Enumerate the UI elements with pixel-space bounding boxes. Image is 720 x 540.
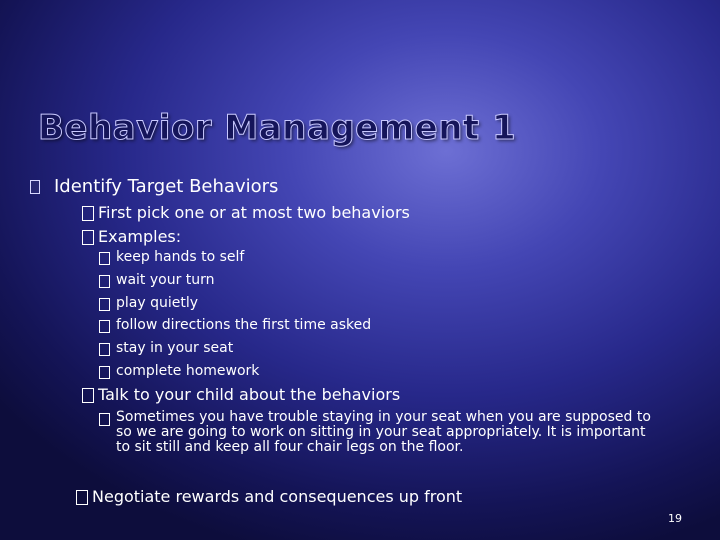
bullet-icon — [99, 343, 110, 356]
bullet-icon — [82, 206, 94, 221]
bullet-example-4 — [99, 317, 371, 333]
bullet-icon — [82, 388, 94, 403]
bullet-example-2 — [99, 272, 215, 288]
bullet-icon — [99, 275, 110, 288]
bullet-example-1 — [99, 249, 244, 265]
bullet-icon — [99, 413, 110, 426]
bullet-icon — [99, 366, 110, 379]
bullet-icon — [82, 230, 94, 245]
bullet-text: keep hands to self — [116, 249, 245, 265]
bullet-text: wait your turn — [116, 272, 215, 288]
page-number: 19 — [668, 512, 682, 525]
bullet-negotiate — [76, 487, 462, 506]
bullet-example-6 — [99, 363, 259, 379]
bullet-text: stay in your seat — [116, 340, 234, 356]
bullet-examples — [82, 227, 181, 246]
bullet-text: Sometimes you have trouble staying in your seat when you are supposed to so we are going to work on sitting in your seat appropriately. It is important to sit still and keep all four chair legs on the floor. — [116, 409, 651, 455]
bullet-icon — [99, 298, 110, 311]
bullet-text: follow directions the first time asked — [116, 317, 372, 333]
bullet-talk-detail — [99, 410, 656, 455]
bullet-first-pick — [82, 203, 410, 222]
bullet-icon — [30, 180, 40, 194]
bullet-identify-target-behaviors — [30, 176, 278, 197]
bullet-text: Examples: — [98, 227, 182, 246]
bullet-icon — [76, 490, 88, 505]
bullet-icon — [99, 320, 110, 333]
bullet-talk-to-child — [82, 385, 400, 404]
bullet-text: Identify Target Behaviors — [54, 176, 279, 197]
bullet-text: complete homework — [116, 363, 260, 379]
slide-title: Behavior Management 1 — [38, 108, 517, 148]
bullet-text: Negotiate rewards and consequences up front — [92, 487, 463, 506]
bullet-example-5 — [99, 340, 233, 356]
bullet-text: First pick one or at most two behaviors — [98, 203, 410, 222]
bullet-text: play quietly — [116, 295, 199, 311]
bullet-icon — [99, 252, 110, 265]
bullet-text: Talk to your child about the behaviors — [98, 385, 401, 404]
bullet-example-3 — [99, 295, 198, 311]
